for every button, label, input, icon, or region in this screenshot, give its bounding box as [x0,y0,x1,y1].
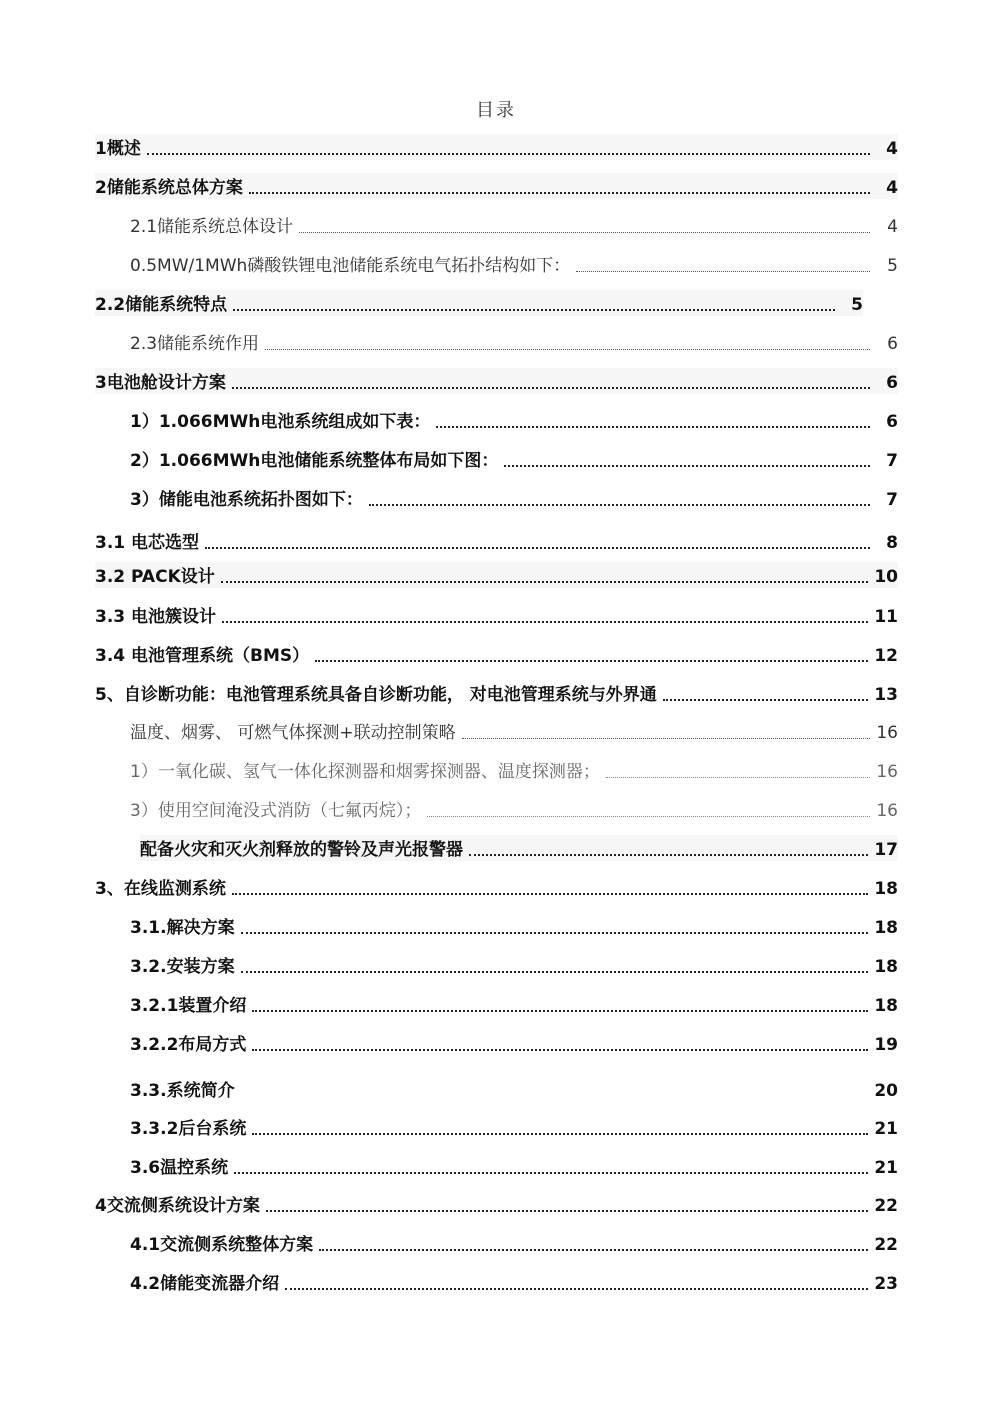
toc-leader-dots [205,547,870,549]
toc-entry[interactable] [130,913,898,939]
toc-page-number: 12 [874,646,898,666]
toc-entry-title: 4.1交流侧系统整体方案 [130,1235,314,1255]
toc-page-number: 6 [887,334,898,354]
toc-page-number: 13 [874,685,898,705]
toc-leader-dots [427,816,870,817]
toc-entry[interactable] [95,173,898,199]
toc-entry[interactable] [130,251,898,277]
toc-page-number: 18 [874,879,898,899]
toc-entry-title: 5、自诊断功能：电池管理系统具备自诊断功能， 对电池管理系统与外界通 [95,685,657,705]
toc-leader-dots [252,1133,868,1135]
toc-page-number: 4 [887,217,898,237]
toc-page-number: 22 [874,1196,898,1216]
toc-leader-dots [504,465,870,467]
toc-page-number: 5 [887,256,898,276]
toc-page-number: 7 [886,490,898,510]
toc-leader-dots [315,660,868,662]
toc-entry[interactable] [130,446,898,472]
toc-entry-title: 3）使用空间淹没式消防（七氟丙烷）； [130,801,422,821]
toc-page-number: 18 [874,918,898,938]
toc-leader-dots [249,192,870,194]
toc-entry-title: 3.1.解决方案 [130,918,235,938]
toc-entry[interactable] [95,874,898,900]
toc-leader-dots [576,271,870,272]
toc-entry-title: 2.1储能系统总体设计 [130,217,294,237]
toc-page-number: 4 [886,139,898,159]
toc-entry-title: 3电池舱设计方案 [95,373,226,393]
toc-leader-dots [606,777,870,778]
toc-entry[interactable] [130,1076,898,1102]
toc-leader-dots [265,349,870,350]
toc-leader-dots [299,232,870,233]
toc-entry[interactable] [130,796,898,822]
toc-leader-dots [285,1288,868,1290]
toc-entry-title: 3.6温控系统 [130,1158,229,1178]
toc-entry-title: 3.2.2布局方式 [130,1035,247,1055]
toc-entry-title: 3、在线监测系统 [95,879,226,899]
toc-entry[interactable] [130,329,898,355]
toc-entry[interactable] [130,1114,898,1140]
toc-entry[interactable] [130,1153,898,1179]
toc-page-number: 6 [886,373,898,393]
toc-page-number: 16 [876,723,898,743]
toc-entry-title: 1概述 [95,139,141,159]
page-title: 目录 [476,100,516,121]
toc-entry[interactable] [95,368,898,394]
toc-entry-title: 3.2.1装置介绍 [130,996,247,1016]
toc-entry[interactable] [130,485,898,511]
toc-leader-dots [469,854,868,856]
toc-entry[interactable] [95,602,898,628]
toc-page-number: 5 [851,295,863,315]
toc-page-number: 18 [874,996,898,1016]
toc-page-number: 10 [874,567,898,587]
toc-entry[interactable] [130,757,898,783]
toc-entry-title: 0.5MW/1MWh磷酸铁锂电池储能系统电气拓扑结构如下： [130,256,571,276]
toc-leader-dots [232,387,870,389]
toc-page-number: 18 [874,957,898,977]
toc-entry[interactable] [95,1191,898,1217]
toc-entry[interactable] [95,680,898,706]
toc-leader-dots [462,738,870,739]
toc-entry-title: 1）一氧化碳、氢气一体化探测器和烟雾探测器、温度探测器； [130,762,600,782]
toc-entry-title: 4交流侧系统设计方案 [95,1196,260,1216]
toc-entry-title: 1）1.066MWh电池系统组成如下表： [130,412,431,432]
toc-page-number: 16 [876,801,898,821]
toc-leader-dots [222,621,868,623]
toc-page-number: 19 [874,1035,898,1055]
toc-entry-title: 2.3储能系统作用 [130,334,260,354]
toc-leader-dots [241,1095,869,1097]
toc-entry-title: 4.2储能变流器介绍 [130,1274,280,1294]
toc-entry-title: 3.2 PACK设计 [95,567,215,587]
toc-page-number: 16 [876,762,898,782]
toc-page-number: 6 [886,412,898,432]
toc-entry[interactable] [130,407,898,433]
toc-entry[interactable] [130,1230,898,1256]
toc-page-number: 11 [874,607,898,627]
toc-leader-dots [221,581,869,583]
toc-leader-dots [233,309,835,311]
toc-leader-dots [663,699,869,701]
toc-entry-title: 3.1 电芯选型 [95,533,200,553]
toc-entry[interactable] [95,134,898,160]
toc-entry[interactable] [95,290,863,316]
toc-page-number: 23 [874,1274,898,1294]
toc-page-number: 8 [886,533,898,553]
toc-entry-title: 2储能系统总体方案 [95,178,243,198]
toc-leader-dots [436,426,870,428]
toc-entry[interactable] [130,1030,898,1056]
toc-entry[interactable] [95,528,898,554]
toc-leader-dots [369,504,870,506]
toc-page-number: 21 [874,1119,898,1139]
toc-page-number: 4 [886,178,898,198]
toc-leader-dots [319,1249,868,1251]
toc-entry-title: 配备火灾和灭火剂释放的警铃及声光报警器 [140,840,463,860]
toc-entry-title: 温度、烟雾、 可燃气体探测+联动控制策略 [130,723,456,743]
toc-entry[interactable] [130,991,898,1017]
toc-leader-dots [252,1049,868,1051]
toc-page-number: 22 [874,1235,898,1255]
toc-entry-title: 2）1.066MWh电池储能系统整体布局如下图： [130,451,499,471]
toc-entry-title: 3.3 电池簇设计 [95,607,217,627]
toc-leader-dots [241,932,869,934]
toc-entry[interactable] [130,212,898,238]
toc-entry[interactable] [95,562,898,588]
toc-entry-title: 3.2.安装方案 [130,957,235,977]
toc-page-number: 7 [886,451,898,471]
toc-leader-dots [147,153,870,155]
toc-page-number: 17 [874,840,898,860]
toc-page-number: 21 [874,1158,898,1178]
toc-entry-title: 3.3.系统简介 [130,1081,235,1101]
toc-page-number: 20 [874,1081,898,1101]
toc-entry[interactable] [130,1269,898,1295]
toc-leader-dots [234,1172,868,1174]
toc-entry[interactable] [130,718,898,744]
toc-entry[interactable] [140,835,898,861]
toc-entry-title: 3）储能电池系统拓扑图如下： [130,490,363,510]
toc-leader-dots [266,1210,868,1212]
toc-leader-dots [241,971,869,973]
toc-entry-title: 3.3.2后台系统 [130,1119,247,1139]
toc-entry[interactable] [95,641,898,667]
toc-entry[interactable] [130,952,898,978]
toc-entry-title: 2.2储能系统特点 [95,295,228,315]
toc-entry-title: 3.4 电池管理系统（BMS） [95,646,310,666]
toc-leader-dots [232,893,868,895]
toc-leader-dots [252,1010,868,1012]
